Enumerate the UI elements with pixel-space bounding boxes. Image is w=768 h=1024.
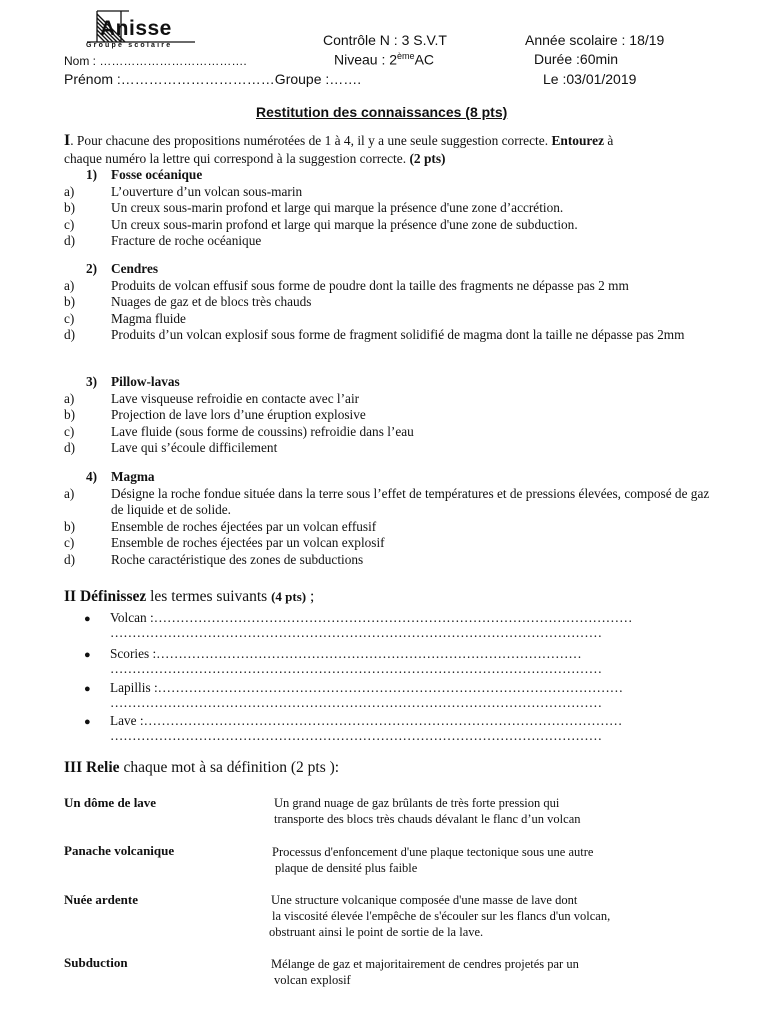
part1-intro: I. Pour chacune des propositions numérotées de 1 à 4, il y a une seule suggestion correcte. Entourez à: [64, 132, 614, 149]
option: a) Désigne la roche fondue située dans la terre sous l’effet de températures et de pressions élevées, composé de gaz de liquide et de solide.: [64, 485, 710, 518]
bullet-icon: ●: [84, 716, 91, 728]
definition-1: Un grand nuage de gaz brûlants de très forte pression qui transporte des blocs très chauds dévalant le flanc d’un volcan: [274, 796, 581, 826]
term-dome-de-lave: Un dôme de lave: [64, 795, 157, 810]
niveau-label: Niveau : 2èmeAC: [334, 51, 435, 68]
bullet-icon: ●: [84, 649, 91, 661]
option: b) Nuages de gaz et de blocs très chauds: [64, 294, 312, 310]
option: d) Roche caractéristique des zones de subductions: [64, 551, 364, 567]
term-nuee-ardente: Nuée ardente: [64, 892, 139, 907]
control-title: Contrôle N : 3 S.V.T: [323, 32, 447, 48]
option: c) Ensemble de roches éjectées par un volcan explosif: [64, 535, 385, 551]
logo-subtitle: Groupe scolaire: [86, 42, 173, 49]
question-3: 3) Pillow-lavas a) Lave visqueuse refroidie en contacte avec l’air b) Projection de lave lors d’une éruption explosive c) Lave fluide (sous forme de coussins) refroidie dans l’eau d) Lave qui s’écoule difficilement: [64, 374, 724, 457]
part1-intro-line2: chaque numéro la lettre qui correspond à la suggestion correcte. (2 pts): [64, 151, 446, 166]
term-subduction: Subduction: [64, 955, 128, 970]
definition-4: Mélange de gaz et majoritairement de cendres projetés par un volcan explosif: [271, 957, 579, 987]
option: d) Produits d’un volcan explosif sous forme de fragment solidifié de magma dont la taille ne dépasse pas 2mm: [64, 327, 685, 343]
bullet-icon: ●: [84, 613, 91, 625]
question-4: 4) Magma a) Désigne la roche fondue située dans la terre sous l’effet de températures et de pressions élevées, composé de gaz de liquide et de solide. b) Ensemble de roches éjectées par un volcan effusif c) Ensemble de roches éjectées par un volcan explosif d) Roche caractéristique des zones de subductions: [64, 469, 724, 569]
part3-heading: III Relie chaque mot à sa définition (2 pts ):: [64, 759, 340, 776]
duration: Durée :60min: [534, 51, 619, 67]
option: b) Projection de lave lors d’une éruption explosive: [64, 407, 366, 423]
part2-heading: II Définissez les termes suivants (4 pts) ;: [64, 588, 315, 605]
define-scories: ● Scories :…………………………………………………………………………………… …………………………………………………………………………………………………: [84, 646, 734, 676]
option: c) Un creux sous-marin profond et large qui marque la présence d'une zone de subduction.: [64, 216, 578, 232]
option: b) Ensemble de roches éjectées par un volcan effusif: [64, 518, 377, 534]
logo-name: Anisse: [100, 17, 172, 40]
define-lapillis: ● Lapillis :…………………………………………………………………………………………… …………………………………………………………………………………………………: [84, 680, 734, 710]
definition-3: Une structure volcanique composée d'une masse de lave dont la viscosité élevée l'empêche de s'écouler sur les flancs d'un volcan, obstruant ainsi le point de sortie de la lave.: [269, 893, 611, 939]
option: d) Fracture de roche océanique: [64, 233, 262, 249]
answer-line: …………………………………………………………………………………………………: [110, 695, 602, 710]
answer-line: …………………………………………………………………………………………………: [110, 661, 602, 676]
nom-field: Nom : ……………………………….: [64, 54, 247, 68]
section-title: Restitution des connaissances (8 pts): [256, 104, 508, 120]
question-1: 1) Fosse océanique a) L’ouverture d’un volcan sous-marin b) Un creux sous-marin profond et large qui marque la présence d'une zone d’accrétion. c) Un creux sous-marin profond et large qui marque la présence d'une zone de subduction. d) Fracture de roche océanique: [64, 167, 724, 250]
term-panache-volcanique: Panache volcanique: [64, 843, 175, 858]
option: d) Lave qui s’écoule difficilement: [64, 440, 278, 456]
answer-line: …………………………………………………………………………………………………: [110, 728, 602, 743]
option: a) L’ouverture d’un volcan sous-marin: [64, 183, 303, 199]
answer-line: …………………………………………………………………………………………………: [110, 625, 602, 640]
bullet-icon: ●: [84, 683, 91, 695]
prenom-groupe-field: Prénom :……………………………Groupe :…….: [64, 71, 362, 87]
option: c) Magma fluide: [64, 310, 186, 326]
question-2: 2) Cendres a) Produits de volcan effusif sous forme de poudre dont la taille des fragments ne dépasse pas 2 mm b) Nuages de gaz et de blocs très chauds c) Magma fluide d) Produits d’un volcan explosif sous forme de fragment solidifié de magma dont la taille ne dépasse pas 2mm: [64, 261, 724, 344]
option: a) Lave visqueuse refroidie en contacte avec l’air: [64, 390, 360, 406]
option: c) Lave fluide (sous forme de coussins) refroidie dans l’eau: [64, 423, 414, 439]
define-lave: ● Lave :……………………………………………………………………………………………… …………………………………………………………………………………………………: [84, 713, 734, 743]
option: a) Produits de volcan effusif sous forme de poudre dont la taille des fragments ne dépasse pas 2 mm: [64, 277, 629, 293]
option: b) Un creux sous-marin profond et large qui marque la présence d'une zone d’accrétion.: [64, 200, 564, 216]
define-volcan: ● Volcan :……………………………………………………………………………………………… …………………………………………………………………………………………………: [84, 610, 734, 640]
exam-date: Le :03/01/2019: [543, 71, 637, 87]
definition-2: Processus d'enfoncement d'une plaque tectonique sous une autre plaque de densité plus faible: [272, 845, 594, 875]
school-year: Année scolaire : 18/19: [525, 32, 665, 48]
